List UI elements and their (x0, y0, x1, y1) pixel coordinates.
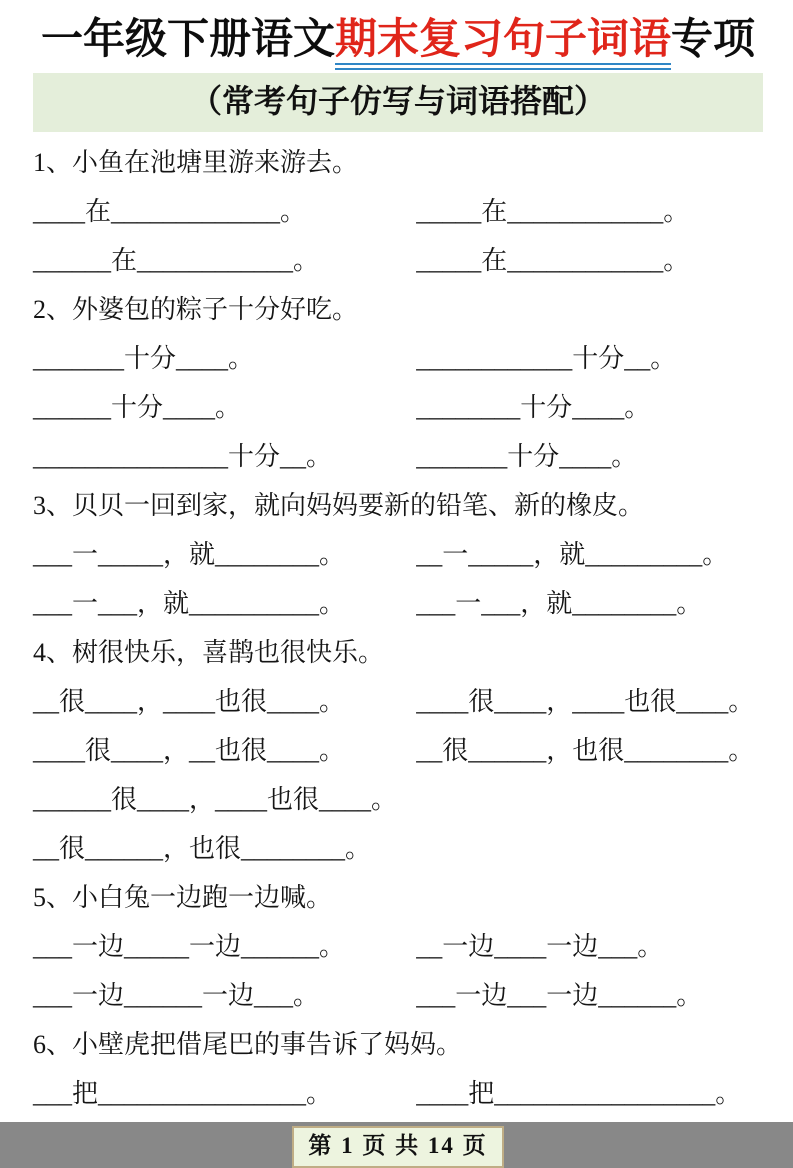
fill-in-row (33, 390, 763, 426)
exercise-3 (33, 488, 763, 622)
fill-blank-line: __很______，也很________。 (416, 736, 755, 766)
subtitle-banner (33, 73, 763, 132)
fill-blank-line: __一边____一边___。 (416, 932, 664, 962)
fill-blank-line: ____很____，__也很____。 (33, 736, 346, 766)
exercise-1 (33, 145, 763, 279)
exercise-prompt: 4、树很快乐，喜鹊也很快乐。 (33, 638, 385, 668)
fill-blank-line: ____把_________________。 (416, 1079, 742, 1109)
exercise-4 (33, 635, 763, 867)
fill-blank-line: ____在_____________。 (33, 197, 307, 227)
fill-blank-line: ____很____，____也很____。 (416, 687, 755, 717)
fill-blank-line: ________十分____。 (416, 393, 651, 423)
fill-blank-line: ______很____，____也很____。 (33, 785, 398, 815)
exercise-prompt: 3、贝贝一回到家，就向妈妈要新的铅笔、新的橡皮。 (33, 491, 645, 521)
page-number-badge: 第 1 页 共 14 页 (292, 1126, 503, 1168)
fill-in-row (33, 929, 763, 965)
fill-in-row (33, 439, 763, 475)
fill-in-row (33, 782, 763, 818)
title-highlight: 期末复习句子词语 (335, 15, 671, 70)
title-suffix: 专项 (671, 15, 756, 62)
fill-blank-line: ___一边_____一边______。 (33, 932, 346, 962)
exercise-5 (33, 880, 763, 1014)
fill-in-row (33, 684, 763, 720)
fill-blank-line: ______在____________。 (33, 246, 320, 276)
exercise-prompt: 5、小白兔一边跑一边喊。 (33, 883, 333, 913)
fill-blank-line: ____________十分__。 (416, 344, 677, 374)
fill-blank-line: _____在____________。 (416, 197, 690, 227)
fill-in-row (33, 586, 763, 622)
exercise-6 (33, 1027, 763, 1112)
fill-blank-line: ___把________________。 (33, 1079, 333, 1109)
fill-in-row (33, 831, 763, 867)
fill-in-row (33, 341, 763, 377)
fill-blank-line: ___一___，就________。 (416, 589, 703, 619)
page-footer (33, 1126, 763, 1168)
fill-blank-line: _______十分____。 (416, 442, 638, 472)
fill-in-row (33, 194, 763, 230)
fill-in-row (33, 537, 763, 573)
exercise-prompt: 2、外婆包的粽子十分好吃。 (33, 295, 359, 325)
fill-blank-line: __很____，____也很____。 (33, 687, 346, 717)
subtitle-text: （常考句子仿写与词语搭配） (189, 83, 606, 120)
fill-blank-line: _______十分____。 (33, 344, 255, 374)
exercise-prompt: 6、小壁虎把借尾巴的事告诉了妈妈。 (33, 1030, 463, 1060)
fill-in-row (33, 978, 763, 1014)
fill-in-row (33, 243, 763, 279)
fill-blank-line: ______十分____。 (33, 393, 242, 423)
title-prefix: 一年级下册语文 (40, 15, 335, 62)
fill-blank-line: _______________十分__。 (33, 442, 333, 472)
fill-blank-line: _____在____________。 (416, 246, 690, 276)
fill-blank-line: ___一边______一边___。 (33, 981, 320, 1011)
fill-blank-line: __一_____，就_________。 (416, 540, 729, 570)
fill-in-row (33, 733, 763, 769)
fill-blank-line: __很______，也很________。 (33, 834, 372, 864)
fill-blank-line: ___一边___一边______。 (416, 981, 703, 1011)
exercise-prompt: 1、小鱼在池塘里游来游去。 (33, 148, 359, 178)
fill-blank-line: ___一___，就__________。 (33, 589, 346, 619)
page-title (33, 14, 763, 64)
exercise-sheet (33, 145, 763, 1112)
fill-in-row (33, 1076, 763, 1112)
fill-blank-line: ___一_____，就________。 (33, 540, 346, 570)
exercise-2 (33, 292, 763, 475)
